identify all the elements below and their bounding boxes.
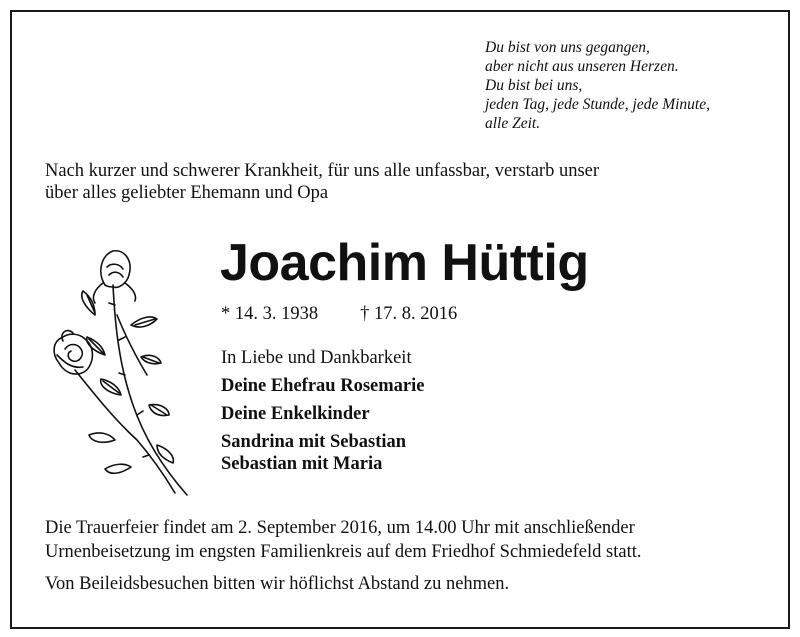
intro-line: Nach kurzer und schwerer Krankheit, für uns alle unfassbar, verstarb unser — [45, 161, 600, 181]
condolence-note: Von Beileidsbesuchen bitten wir höflichst Abstand zu nehmen. — [45, 574, 510, 594]
mourners-intro: In Liebe und Dankbarkeit — [221, 348, 412, 368]
grandchild-line: Sebastian mit Maria — [221, 454, 383, 474]
mourner-wife: Deine Ehefrau Rosemarie — [221, 376, 425, 396]
rose-illustration-icon — [45, 245, 205, 500]
life-dates — [221, 302, 457, 326]
intro-line: über alles geliebter Ehemann und Opa — [45, 183, 329, 203]
poem — [485, 38, 710, 133]
poem-line: Du bist von uns gegangen, — [485, 39, 650, 56]
mourners-block — [221, 347, 424, 475]
poem-line: aber nicht aus unseren Herzen. — [485, 58, 679, 75]
service-line: Die Trauerfeier findet am 2. September 2016, um 14.00 Uhr mit anschließender — [45, 518, 635, 538]
birth-date: * 14. 3. 1938 — [221, 304, 319, 324]
poem-line: Du bist bei uns, — [485, 77, 583, 94]
service-line: Urnenbeisetzung im engsten Familienkreis auf dem Friedhof Schmiedefeld statt. — [45, 542, 642, 562]
poem-line: jeden Tag, jede Stunde, jede Minute, — [485, 96, 710, 113]
grandchild-line: Sandrina mit Sebastian — [221, 432, 407, 452]
intro-text — [45, 160, 599, 204]
death-date: † 17. 8. 2016 — [360, 304, 458, 324]
grandchildren-heading: Deine Enkelkinder — [221, 404, 370, 424]
poem-line: alle Zeit. — [485, 115, 541, 132]
deceased-name: Joachim Hüttig — [220, 234, 589, 292]
service-info — [45, 516, 641, 596]
